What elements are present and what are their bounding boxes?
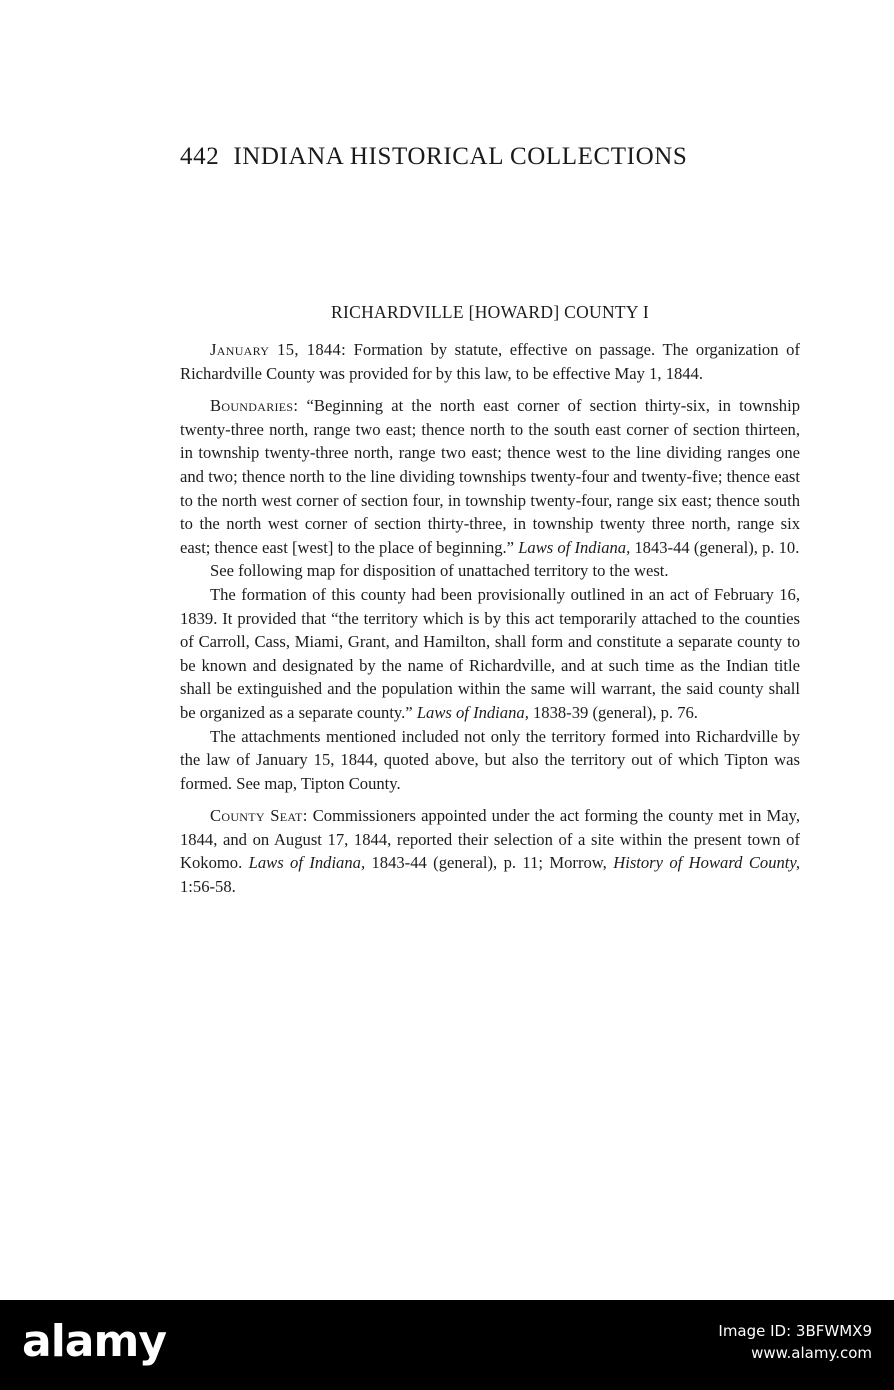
site-url: www.alamy.com: [751, 1344, 872, 1362]
section-title: RICHARDVILLE [HOWARD] COUNTY I: [331, 302, 649, 322]
paragraph-provisional: [180, 583, 800, 725]
running-head: [180, 143, 740, 171]
image-id: Image ID: 3BFWMX9: [718, 1322, 872, 1340]
paragraph-attachments: [180, 725, 800, 796]
book-title: INDIANA HISTORICAL COLLECTIONS: [233, 143, 688, 170]
citation: Laws of Indiana,: [248, 853, 366, 873]
paragraph-body: The formation of this county had been provisionally outlined in an act of February 16, 1839. It provided that “the territory which is by this act temporarily attached to the counties of Carroll, Cass, Miami, Grant, and Hamilton, shall form and constitute a separate county to be known and designated by the name of Richardville, and at such time as the Indian title shall be extinguished and the population within the same will warrant, the said county shall be organized as a separate county.”: [180, 584, 800, 722]
paragraph-body: “Beginning at the north east corner of section thirty-six, in township twenty-three north, range two east; thence north to the south east corner of section thirteen, in township twenty-three north, range two east; thence west to the line dividing ranges one and two; thence north to the line dividing townships twenty-four and twenty-five; thence east to the north west corner of section four, in township twenty-four, range six east; thence south to the north west corner of section thirty-three, in township twenty three north, range six east; thence east [west] to the place of beginning.”: [180, 396, 800, 557]
paragraph-lead: January 15, 1844:: [210, 340, 347, 359]
page-number: 442: [180, 143, 220, 170]
body-text: [180, 338, 800, 899]
citation: Laws of Indiana,: [416, 702, 529, 722]
watermark-footer: [0, 1300, 894, 1390]
citation: Laws of Indiana,: [518, 537, 631, 557]
paragraph-body: Commissioners appointed under the act forming the county met in May, 1844, and on August 17, 1844, reported their selection of a site within the present town of Kokomo.: [180, 806, 800, 873]
paragraph-lead: Boundaries:: [210, 396, 299, 416]
paragraph-tail: 1:56-58.: [180, 877, 236, 897]
image-info: [718, 1320, 872, 1364]
paragraph-mid: 1843-44 (general), p. 11; Morrow,: [365, 853, 614, 873]
paragraph-body: Formation by statute, effective on passage. The organization of Richardville County was provided for by this law, to be effective May 1, 1844.: [180, 340, 800, 383]
paragraph-map-note: [180, 559, 800, 583]
paragraph-body: See following map for disposition of unattached territory to the west.: [210, 561, 669, 581]
paragraph-tail: 1838-39 (general), p. 76.: [528, 702, 698, 722]
paragraph-formation: [180, 338, 800, 385]
paragraph-boundaries: [180, 394, 800, 559]
paragraph-tail: 1843-44 (general), p. 10.: [630, 537, 800, 557]
paragraph-lead: County Seat:: [210, 806, 308, 826]
paragraph-county-seat: [180, 804, 800, 898]
paragraph-body: The attachments mentioned included not only the territory formed into Richardville by the law of January 15, 1844, quoted above, but also the territory out of which Tipton was formed. See map, Tipton County.: [180, 726, 800, 793]
alamy-logo: alamy: [22, 1316, 166, 1367]
citation: History of Howard County,: [613, 853, 800, 873]
